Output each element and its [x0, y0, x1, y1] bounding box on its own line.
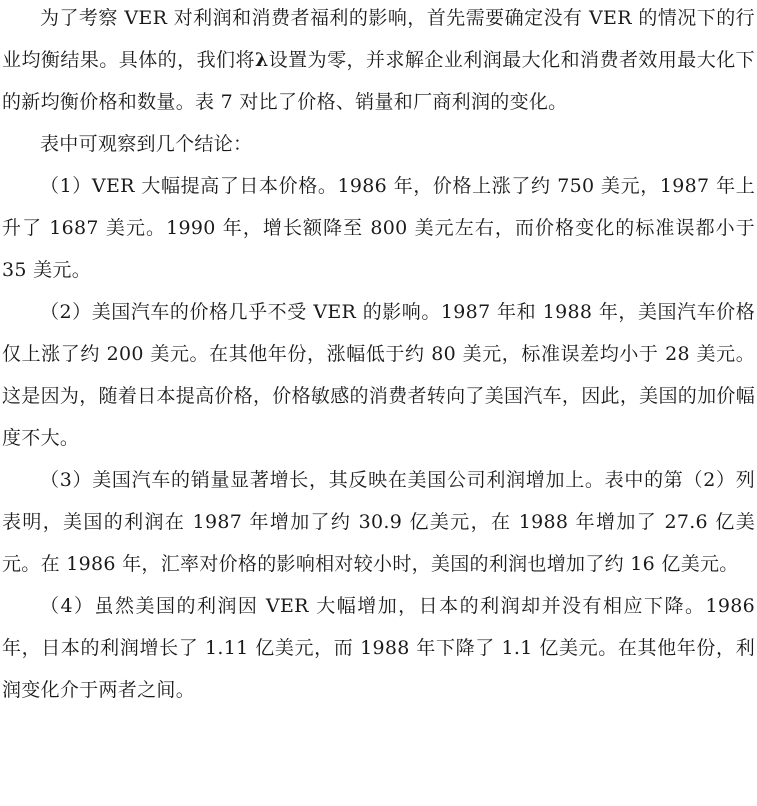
lambda-symbol: λ [254, 49, 269, 71]
paragraph-intro [2, 0, 755, 123]
paragraph-conclusion-1: （1）VER 大幅提高了日本价格。1986 年，价格上涨了约 750 美元，1987 年上升了 1687 美元。1990 年，增长额降至 800 美元左右，而价格变化的标准误都小于 35 美元。 [2, 175, 755, 281]
paragraph-conclusion-3: （3）美国汽车的销量显著增长，其反映在美国公司利润增加上。表中的第（2）列表明，美国的利润在 1987 年增加了约 30.9 亿美元，在 1988 年增加了 27.6 亿美元。在 1986 年，汇率对价格的影响相对较小时，美国的利润也增加了约 16 亿美元。 [2, 469, 755, 575]
paragraph-conclusion-4: （4）虽然美国的利润因 VER 大幅增加，日本的利润却并没有相应下降。1986 年，日本的利润增长了 1.11 亿美元，而 1988 年下降了 1.1 亿美元。在其他年份，利润变化介于两者之间。 [2, 595, 755, 701]
paragraph-lead: 表中可观察到几个结论： [40, 133, 253, 155]
intro-text-before: 为了考察 VER 对利润和消费者福利的影响，首先需要确定没有 VER 的情况下的行业均衡结果。具体的，我们将 [2, 7, 755, 71]
intro-text-after: 设置为零，并求解企业利润最大化和消费者效用最大化下的新均衡价格和数量。表 7 对比了价格、销量和厂商利润的变化。 [2, 49, 755, 113]
paragraph-conclusion-2: （2）美国汽车的价格几乎不受 VER 的影响。1987 年和 1988 年，美国汽车价格仅上涨了约 200 美元。在其他年份，涨幅低于约 80 美元，标准误差均小于 28 美元。这是因为，随着日本提高价格，价格敏感的消费者转向了美国汽车，因此，美国的加价幅度不大。 [2, 301, 755, 449]
